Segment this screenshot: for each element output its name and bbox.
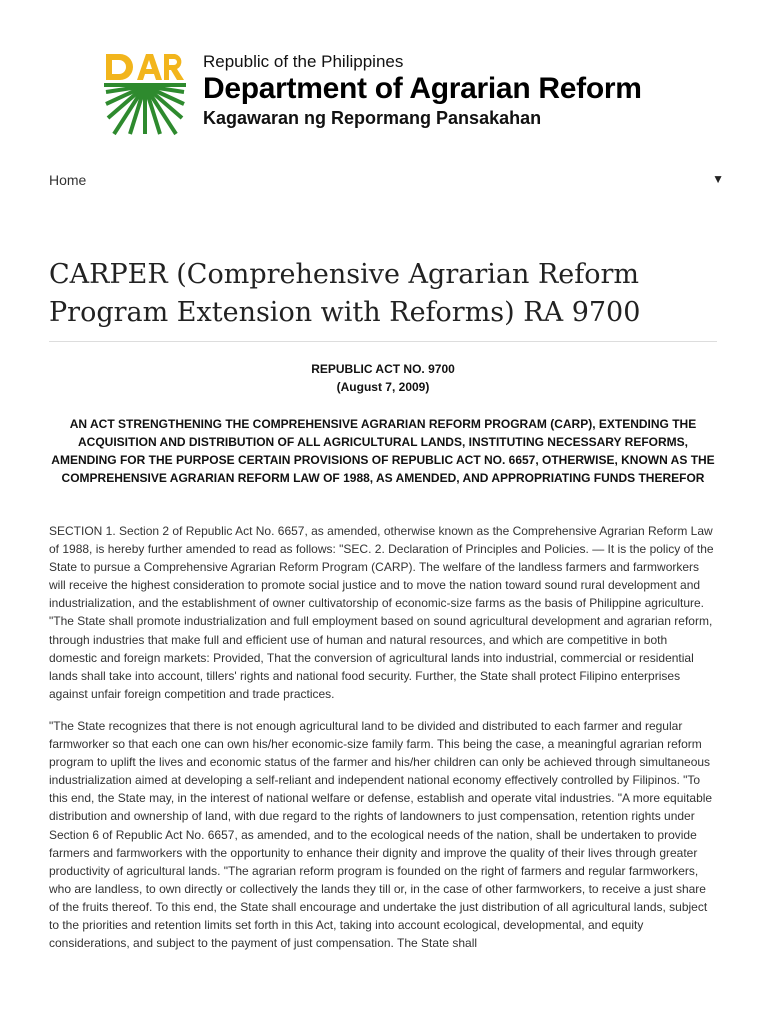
- site-header: [0, 0, 768, 160]
- act-number: REPUBLIC ACT NO. 9700: [311, 362, 455, 376]
- page-title: CARPER (Comprehensive Agrarian Reform Program Extension with Reforms) RA 9700: [49, 259, 641, 328]
- dropdown-arrow-icon[interactable]: ▼: [712, 172, 724, 186]
- act-heading: [49, 360, 717, 396]
- dar-logo-icon[interactable]: [104, 52, 186, 136]
- agency-filipino-line: Kagawaran ng Repormang Pansakahan: [203, 108, 542, 128]
- paragraph: "The State recognizes that there is not enough agricultural land to be divided and distributed to each farmer and regular farmworker so that each one can own his/her economic-size family farm. This being the case, a meaningful agrarian reform program to uplift the lives and economic status of the farmer and his/her children can only be achieved through simultaneous industrialization aimed at developing a self-reliant and independent national economy effectively controlled by Filipinos. "To this end, the State may, in the interest of national welfare or defense, establish and operate vital industries. "A more equitable distribution and ownership of land, with due regard to the rights of landowners to just compensation, retention rights under Section 6 of Republic Act No. 6657, as amended, and to the ecological needs of the nation, shall be undertaken to provide farmers and farmworkers with the opportunity to enhance their dignity and improve the quality of their lives through greater productivity of agricultural lands. "The agrarian reform program is founded on the right of farmers and regular farmworkers, who are landless, to own directly or collectively the lands they till or, in the case of other farmworkers, to receive a just share of the fruits thereof. To this end, the State shall encourage and undertake the just distribution of all agricultural lands, subject to the priorities and retention limits set forth in this Act, taking into account ecological, developmental, and equity considerations, and subject to the payment of just compensation. The State shall: [49, 718, 713, 951]
- article-body: [49, 522, 717, 966]
- agency-department-line: Department of Agrarian Reform: [203, 72, 642, 105]
- paragraph: SECTION 1. Section 2 of Republic Act No. 6657, as amended, otherwise known as the Comprehensive Agrarian Reform Law of 1988, is hereby further amended to read as follows: "SEC. 2. Declaration of Principles and Policies. — It is the policy of the State to pursue a Comprehensive Agrarian Reform Program (CARP). The welfare of the landless farmers and farmworkers will receive the highest consideration to promote social justice and to move the nation toward sound rural development and industrialization, and the establishment of owner cultivatorship of economic-size farms as the basis of Philippine agriculture. "The State shall promote industrialization and full employment based on sound agricultural development and agrarian reform, through industries that make full and efficient use of human and natural resources, and which are competitive in both domestic and foreign markets: Provided, That the conversion of agricultural lands into industrial, commercial or residential lands shall take into account, tillers' rights and national food security. Further, the State shall protect Filipino enterprises against unfair foreign competition and trade practices.: [49, 524, 714, 701]
- agency-name-block: [203, 52, 642, 130]
- main-nav: [49, 172, 724, 192]
- act-title: AN ACT STRENGTHENING THE COMPREHENSIVE AGRARIAN REFORM PROGRAM (CARP), EXTENDING THE ACQUISITION AND DISTRIBUTION OF ALL AGRICULTURAL LANDS, INSTITUTING NECESSARY REFORMS, AMENDING FOR THE PURPOSE CERTAIN PROVISIONS OF REPUBLIC ACT NO. 6657, OTHERWISE, KNOWN AS THE COMPREHENSIVE AGRARIAN REFORM LAW OF 1988, AS AMENDED, AND APPROPRIATING FUNDS THEREFOR: [51, 417, 715, 485]
- nav-home-link[interactable]: Home: [49, 172, 87, 188]
- act-date: (August 7, 2009): [336, 380, 430, 394]
- title-divider: [49, 341, 717, 342]
- agency-republic-line: Republic of the Philippines: [203, 52, 404, 71]
